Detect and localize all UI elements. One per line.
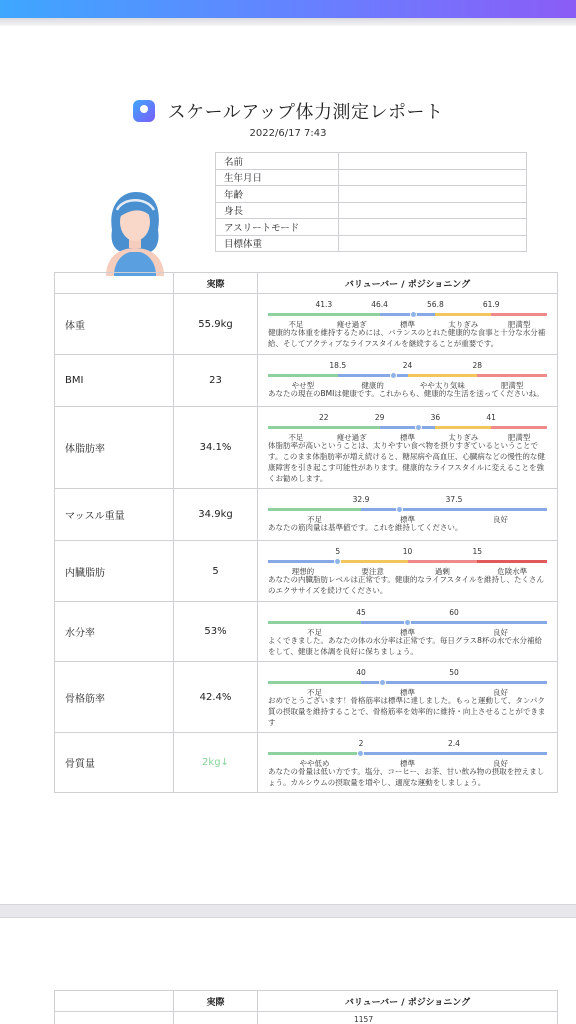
header-value-bar: バリューバー / ポジショニング — [258, 991, 558, 1012]
table-header-row — [55, 991, 558, 1012]
position-marker — [379, 679, 386, 686]
page-separator — [0, 904, 576, 918]
metric-description: よくできました。あなたの体の水分率は正常です。毎日グラス8杯の水で水分補給をして、健康と体調を良好に保ちましょう。 — [268, 636, 542, 656]
scale-segment — [408, 374, 478, 377]
position-marker — [415, 424, 422, 431]
scale-segment — [338, 560, 408, 563]
header-blank — [55, 991, 174, 1012]
scale-category-label: 不足 — [307, 688, 322, 697]
scale-category-label: やや低め — [299, 759, 330, 768]
scale-threshold-label: 50 — [449, 668, 459, 677]
metric-value: 34.1% — [174, 407, 258, 489]
scale-segment — [361, 752, 454, 755]
profile-row — [216, 202, 527, 219]
metric-name: 体重 — [55, 294, 174, 355]
scale-segment — [454, 752, 547, 755]
value-bar-cell — [258, 355, 558, 407]
scale-category-label: 危険水準 — [497, 567, 528, 576]
scale-category-label: 健康的 — [361, 381, 384, 390]
row-name-cell — [55, 1012, 174, 1024]
metric-name: 骨質量 — [55, 733, 174, 793]
scale-category-label: 不足 — [307, 515, 322, 524]
scale-segment — [477, 374, 547, 377]
table-row — [55, 541, 558, 602]
scale-threshold-label: 60 — [449, 608, 459, 617]
report-title-row — [0, 98, 576, 124]
scale-category-label: 太りぎみ — [448, 320, 479, 329]
scale-category-label: 肥満型 — [507, 320, 531, 329]
metric-name: 体脂肪率 — [55, 407, 174, 489]
value-bar-cell — [258, 541, 558, 602]
scale-category-label: やせ型 — [291, 381, 315, 390]
value-bar-cell — [258, 733, 558, 793]
scale-threshold-label: 5 — [335, 547, 341, 556]
table-row — [55, 662, 558, 733]
scale-segment — [268, 374, 338, 377]
table-row — [55, 489, 558, 541]
threshold-label: 1157 — [354, 1015, 374, 1024]
value-bar-cell — [258, 407, 558, 489]
profile-label: 目標体重 — [216, 235, 339, 252]
scale-threshold-label: 32.9 — [352, 495, 370, 504]
app-logo-icon — [133, 100, 155, 122]
metric-description: あなたの内臓脂肪レベルは正常です。健康的なライフスタイルを維持し、たくさんのエクササイズを続けてください。 — [268, 575, 544, 595]
value-bar-scale — [268, 665, 547, 695]
profile-row — [216, 235, 527, 252]
top-gradient-bar — [0, 0, 576, 18]
metric-description: おめでとうございます！骨格筋率は標準に達しました。もっと運動して、タンパク質の摂取量を維持することで、骨格筋率を効率的に維持・向上させることができます — [268, 696, 546, 727]
table-row — [55, 355, 558, 407]
table-row — [55, 602, 558, 662]
metric-name: BMI — [55, 355, 174, 407]
scale-segment — [338, 374, 408, 377]
scale-segment — [435, 313, 491, 316]
value-bar-cell — [258, 489, 558, 541]
metric-value: 2kg↓ — [174, 733, 258, 793]
value-bar-scale — [268, 544, 547, 574]
scale-threshold-label: 28 — [472, 361, 483, 370]
profile-value — [339, 186, 527, 203]
value-bar-scale — [268, 358, 547, 388]
value-bar-scale — [268, 736, 547, 766]
report-title: スケールアップ体力測定レポート — [167, 102, 444, 123]
scale-threshold-label: 36 — [430, 413, 441, 422]
report-page-1 — [0, 26, 576, 904]
scale-category-label: 太りぎみ — [448, 433, 479, 442]
metric-description: あなたの骨量は低い方です。塩分、コーヒー、お茶、甘い飲み物の摂取を控えましょう。カルシウムの摂取量を増やし、適度な運動をしましょう。 — [268, 767, 545, 787]
scale-category-label: 過剰 — [434, 567, 450, 576]
scale-threshold-label: 29 — [374, 413, 385, 422]
scale-threshold-label: 61.9 — [482, 300, 500, 309]
header-actual: 実際 — [174, 273, 258, 294]
scale-segment — [268, 426, 324, 429]
profile-value — [339, 169, 527, 186]
scale-category-label: 良好 — [493, 628, 508, 637]
value-bar-cell — [258, 294, 558, 355]
scale-category-label: 理想的 — [291, 567, 315, 576]
scale-segment — [324, 313, 380, 316]
report-datetime: 2022/6/17 7:43 — [249, 128, 327, 139]
header-blank — [55, 273, 174, 294]
row-value-cell — [174, 1012, 258, 1024]
scale-category-label: 標準 — [400, 759, 415, 768]
profile-label: 生年月日 — [216, 169, 339, 186]
scale-segment — [491, 313, 547, 316]
table-row — [55, 407, 558, 489]
report-page-2 — [0, 918, 576, 1024]
metric-description: 健康的な体重を維持するためには、バランスのとれた健康的な食事と十分な水分補給、そしてアクティブなライフスタイルを継続することが重要です。 — [268, 328, 546, 348]
position-marker — [334, 558, 341, 565]
metric-value: 5 — [174, 541, 258, 602]
top-bar-shadow — [0, 18, 576, 26]
metric-description: あなたの現在のBMIは健康です。これからも、健康的な生活を送ってくださいね。 — [268, 389, 544, 398]
scale-segment — [361, 508, 454, 511]
profile-row — [216, 219, 527, 236]
metric-name: 水分率 — [55, 602, 174, 662]
scale-threshold-label: 15 — [472, 547, 483, 556]
scale-category-label: 良好 — [493, 515, 508, 524]
metric-value: 53% — [174, 602, 258, 662]
profile-row — [216, 169, 527, 186]
scale-category-label: 肥満型 — [500, 381, 524, 390]
scale-threshold-label: 24 — [402, 361, 413, 370]
scale-segment — [454, 681, 547, 684]
value-bar-cell — [258, 662, 558, 733]
profile-row — [216, 153, 527, 170]
profile-label: アスリートモード — [216, 219, 339, 236]
table-header-row — [55, 273, 558, 294]
scale-category-label: 要注意 — [361, 567, 384, 576]
scale-category-label: 痩せ過ぎ — [336, 320, 367, 329]
metric-name: マッスル重量 — [55, 489, 174, 541]
scale-segment — [454, 621, 547, 624]
position-marker — [390, 372, 397, 379]
profile-label: 身長 — [216, 202, 339, 219]
scale-segment — [491, 426, 547, 429]
scale-threshold-label: 41.3 — [315, 300, 333, 309]
scale-threshold-label: 18.5 — [329, 361, 347, 370]
scale-segment — [435, 426, 491, 429]
profile-value — [339, 219, 527, 236]
value-bar-scale — [268, 605, 547, 635]
scale-threshold-label: 10 — [402, 547, 413, 556]
scale-segment — [361, 681, 454, 684]
profile-value — [339, 235, 527, 252]
profile-label: 年齢 — [216, 186, 339, 203]
scale-threshold-label: 41 — [486, 413, 496, 422]
scale-category-label: 良好 — [493, 759, 508, 768]
metric-value: 23 — [174, 355, 258, 407]
metric-description: 体脂肪率が高いということは、太りやすい食べ物を摂りすぎているということです。このまま体脂肪率が増え続けると、糖尿病や高血圧、心臓病などの慢性的な健康障害を引き起こす可能性があります。健康的なライフスタイルに変えることを強くお勧めします。 — [268, 441, 545, 483]
measurement-table-page2 — [54, 990, 558, 1024]
scale-category-label: 肥満型 — [507, 433, 531, 442]
scale-category-label: 痩せ過ぎ — [336, 433, 367, 442]
scale-category-label: 標準 — [400, 628, 415, 637]
header-actual: 実際 — [174, 991, 258, 1012]
scale-segment — [268, 313, 324, 316]
avatar-icon — [100, 184, 170, 276]
scale-threshold-label: 40 — [356, 668, 366, 677]
scale-segment — [380, 426, 436, 429]
metric-name: 内臓脂肪 — [55, 541, 174, 602]
scale-segment — [268, 508, 361, 511]
profile-value — [339, 202, 527, 219]
scale-category-label: 標準 — [400, 433, 415, 442]
metric-value: 42.4% — [174, 662, 258, 733]
scale-threshold-label: 2.4 — [448, 739, 460, 748]
row-bar-cell — [258, 1012, 558, 1024]
scale-category-label: 標準 — [400, 515, 415, 524]
profile-row — [216, 186, 527, 203]
position-marker — [410, 311, 417, 318]
scale-category-label: 不足 — [288, 320, 304, 329]
scale-segment — [268, 621, 361, 624]
scale-category-label: 不足 — [288, 433, 304, 442]
profile-table — [215, 152, 527, 252]
scale-segment — [324, 426, 380, 429]
profile-label: 名前 — [216, 153, 339, 170]
scale-category-label: やや太り気味 — [419, 381, 465, 390]
position-marker — [357, 750, 364, 757]
position-marker — [396, 506, 403, 513]
scale-segment — [408, 560, 478, 563]
metric-value: 55.9kg — [174, 294, 258, 355]
scale-category-label: 良好 — [493, 688, 508, 697]
scale-segment — [268, 560, 338, 563]
table-row — [55, 294, 558, 355]
scale-threshold-label: 2 — [358, 739, 364, 748]
table-row — [55, 1012, 558, 1024]
scale-threshold-label: 46.4 — [371, 300, 388, 309]
value-bar-cell — [258, 602, 558, 662]
scale-segment — [268, 752, 361, 755]
scale-category-label: 不足 — [307, 628, 322, 637]
value-bar-scale — [268, 297, 547, 327]
position-marker — [404, 619, 411, 626]
scale-threshold-label: 22 — [319, 413, 329, 422]
metric-value: 34.9kg — [174, 489, 258, 541]
value-bar-scale — [268, 410, 547, 440]
scale-category-label: 標準 — [400, 320, 415, 329]
table-row — [55, 733, 558, 793]
scale-segment — [477, 560, 547, 563]
metric-description: あなたの筋肉量は基準値です。これを維持してください。 — [268, 523, 463, 532]
header-value-bar: バリューバー / ポジショニング — [258, 273, 558, 294]
metric-name: 骨格筋率 — [55, 662, 174, 733]
scale-segment — [380, 313, 436, 316]
scale-segment — [268, 681, 361, 684]
profile-value — [339, 153, 527, 170]
measurement-table — [54, 272, 558, 793]
scale-threshold-label: 37.5 — [445, 495, 463, 504]
scale-threshold-label: 45 — [356, 608, 366, 617]
scale-threshold-label: 56.8 — [427, 300, 444, 309]
value-bar-scale — [268, 492, 547, 522]
scale-segment — [454, 508, 547, 511]
scale-category-label: 標準 — [400, 688, 415, 697]
